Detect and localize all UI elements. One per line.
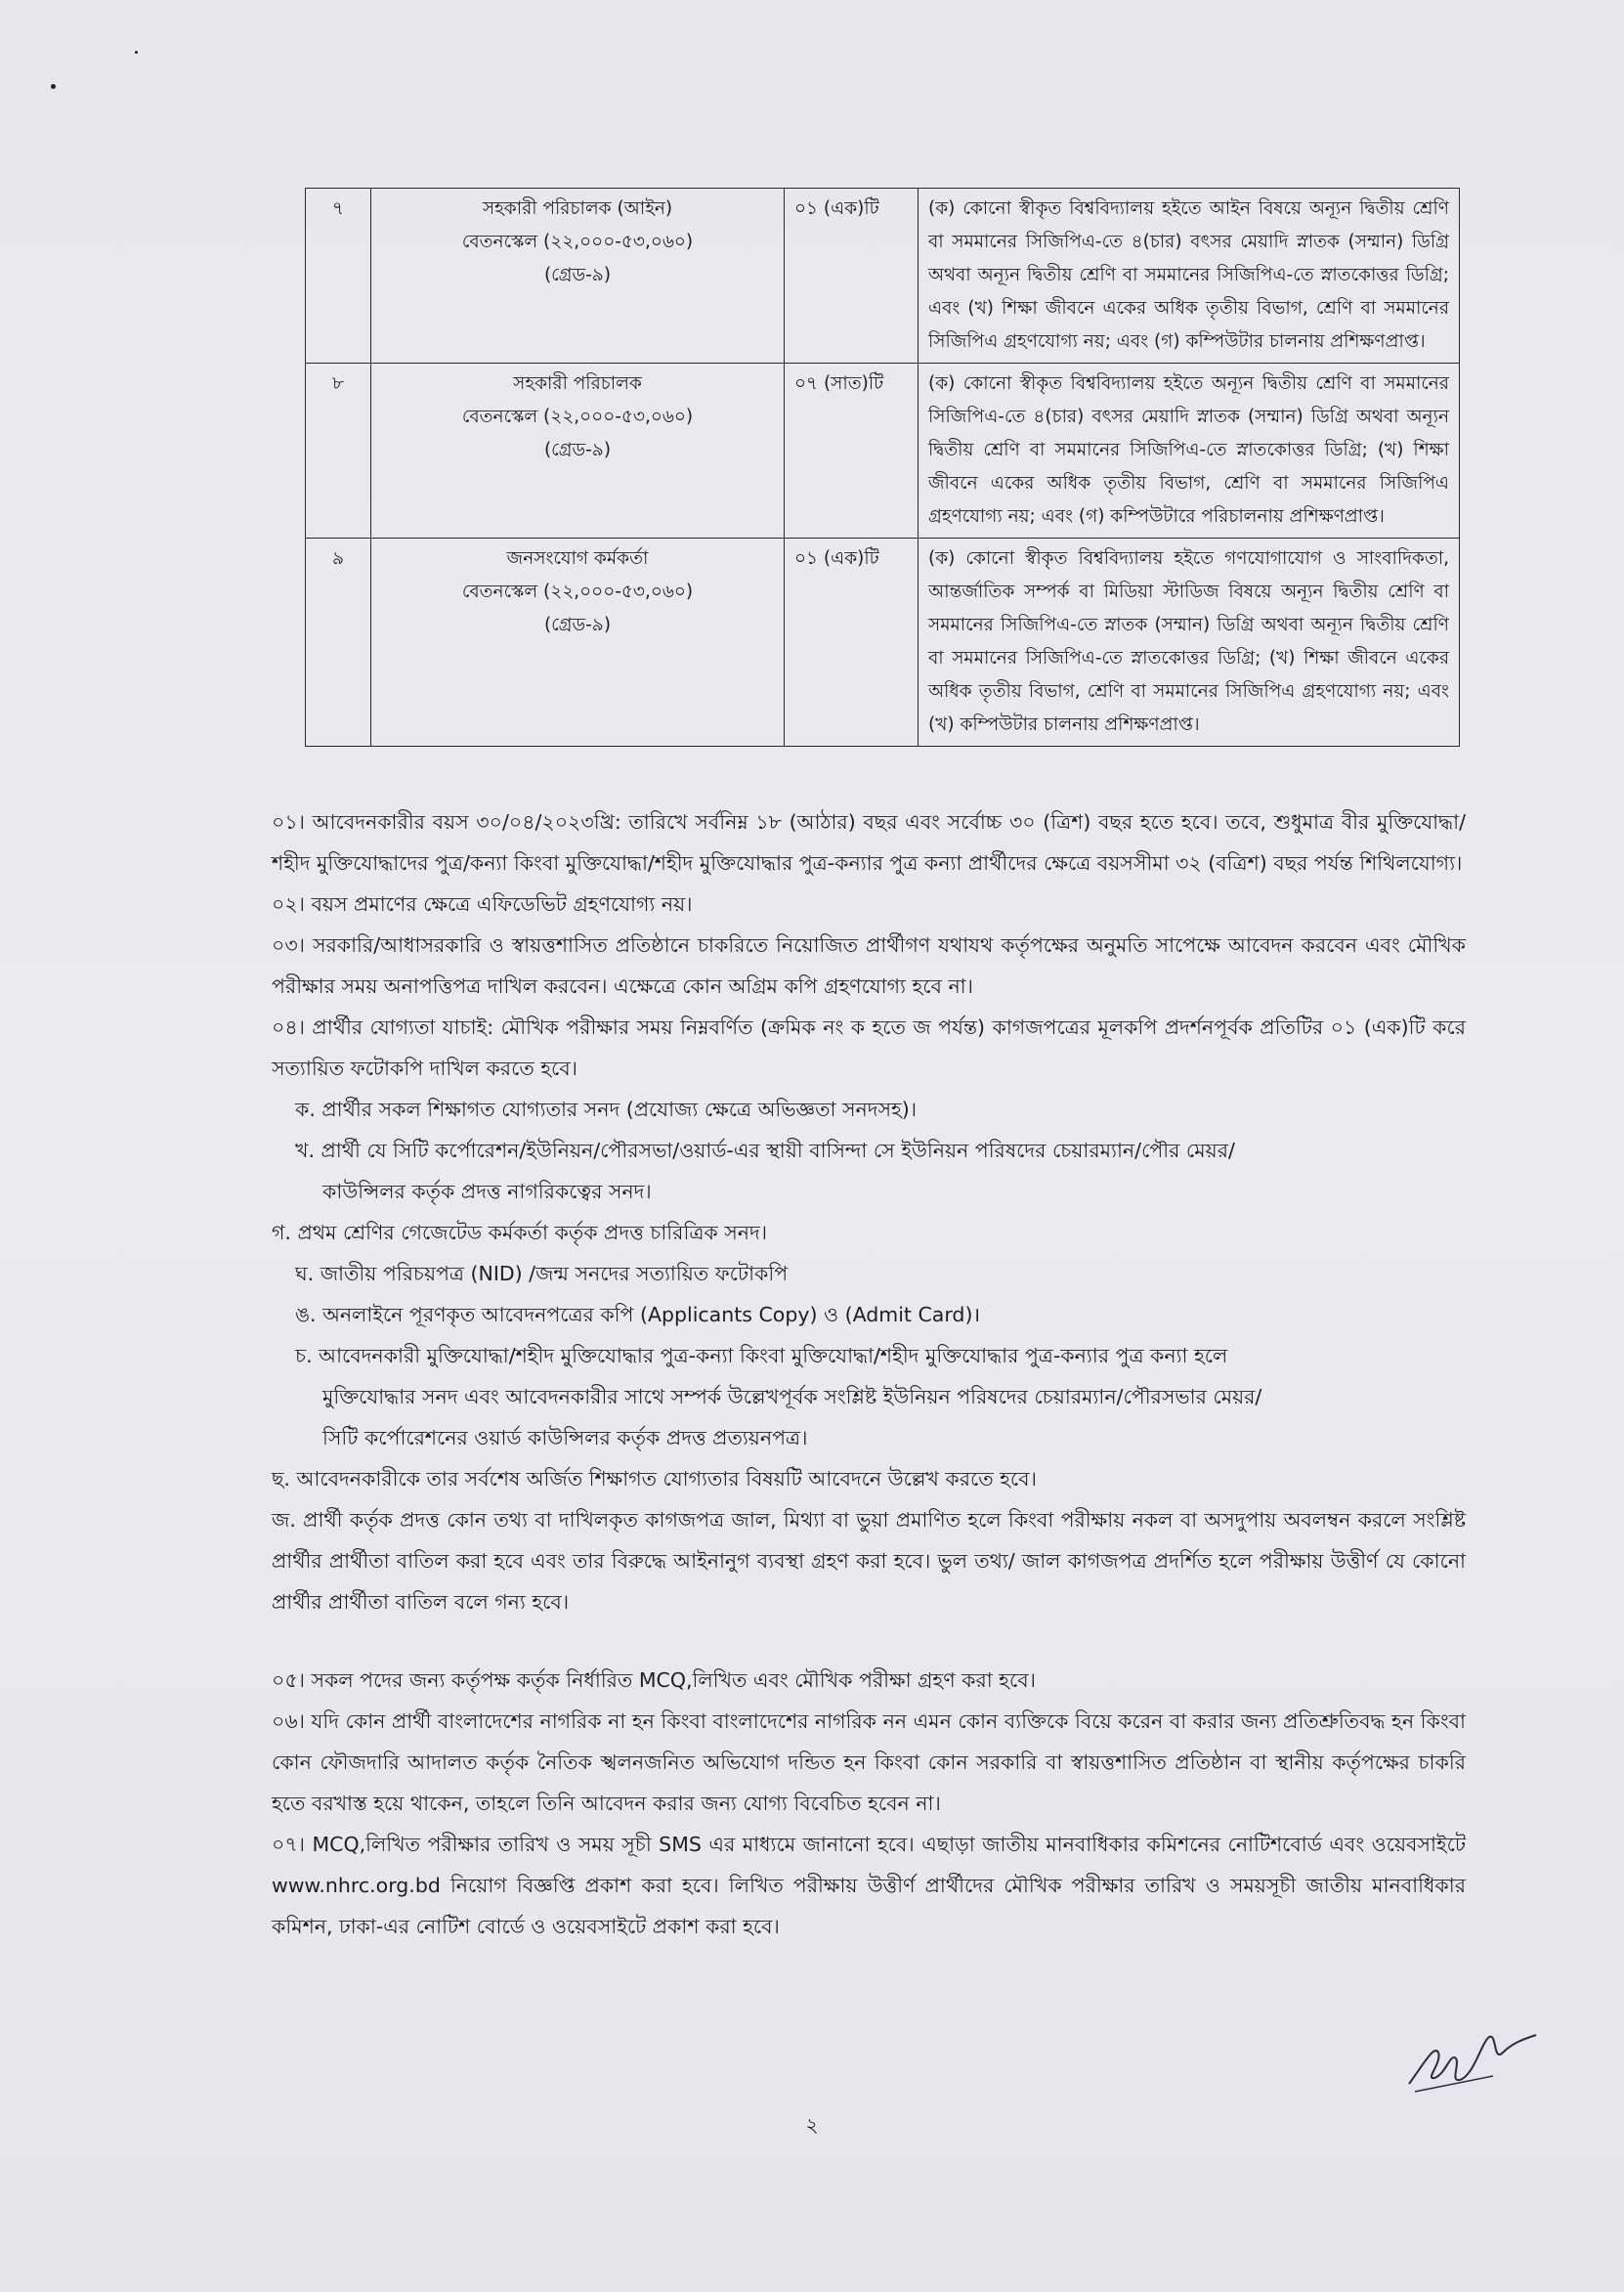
scan-speck [51,84,56,89]
document-item-ga: গ. প্রথম শ্রেণির গেজেটেড কর্মকর্তা কর্তৃক প্রদত্ত চারিত্রিক সনদ। [272,1221,768,1244]
document-item-chha: ছ. আবেদনকারীকে তার সর্বশেষ অর্জিত শিক্ষাগত যোগ্যতার বিষয়টি আবেদনে উল্লেখ করতে হবে। [272,1467,1037,1491]
grade: (গ্রেড-৯) [543,615,612,635]
qualification-cell: (ক) কোনো স্বীকৃত বিশ্ববিদ্যালয় হইতে অন্যূন দ্বিতীয় শ্রেণি বা সমমানের সিজিপিএ-তে ৪(চার) বৎসর মেয়াদি স্নাতক (সম্মান) ডিগ্রি অথবা অন্যূন দ্বিতীয় শ্রেণি বা সমমানের সিজিপিএ-তে স্নাতকোত্তর ডিগ্রি; (খ) শিক্ষা জীবনে একের অধিক তৃতীয় বিভাগ, শ্রেণি বা সমমানের সিজিপিএ গ্রহণযোগ্য নয়; এবং (গ) কম্পিউটারে পরিচালনায় প্রশিক্ষণপ্রাপ্ত। [919,364,1460,539]
scan-speck [135,51,138,54]
posts-table [305,188,1460,747]
grade: (গ্রেড-৯) [543,265,612,285]
document-item-kha-cont: কাউন্সিলর কর্তৃক প্রদত্ত নাগরিকত্বের সনদ। [322,1180,652,1203]
condition-03-noc: ০৩। সরকারি/আধাসরকারি ও স্বায়ত্তশাসিত প্রতিষ্ঠানে চাকরিতে নিয়োজিত প্রার্থীগণ যথাযথ কর্তৃপক্ষের অনুমতি সাপেক্ষে আবেদন করবেন এবং মৌখিক পরীক্ষার সময় অনাপত্তিপত্র দাখিল করবেন। এক্ষেত্রে কোন অগ্রিম কপি গ্রহণযোগ্য হবে না। [272,933,1466,998]
post-cell [371,364,785,539]
table-row [306,189,1460,364]
post-title: সহকারী পরিচালক [513,373,642,394]
document-item-ja: জ. প্রার্থী কর্তৃক প্রদত্ত কোন তথ্য বা দাখিলকৃত কাগজপত্র জাল, মিথ্যা বা ভুয়া প্রমাণিত হলে কিংবা পরীক্ষায় নকল বা অসদুপায় অবলম্বন করলে সংশ্লিষ্ট প্রার্থীর প্রার্থীতা বাতিল করা হবে এবং তার বিরুদ্ধে আইনানুগ ব্যবস্থা গ্রহণ করা হবে। ভুল তথ্য/ জাল কাগজপত্র প্রদর্শিত হলে পরীক্ষায় উত্তীর্ণ যে কোনো প্রার্থীর প্রার্থীতা বাতিল বলে গন্য হবে। [272,1508,1466,1614]
document-item-ka: ক. প্রার্থীর সকল শিক্ষাগত যোগ্যতার সনদ (প্রযোজ্য ক্ষেত্রে অভিজ্ঞতা সনদসহ)। [295,1098,918,1121]
conditions-section [272,801,1466,1947]
document-item-cha-cont: সিটি কর্পোরেশনের ওয়ার্ড কাউন্সিলর কর্তৃক প্রদত্ত প্রত্যয়নপত্র। [322,1426,808,1449]
post-title: জনসংযোগ কর্মকর্তা [506,548,649,569]
condition-05-exams: ০৫। সকল পদের জন্য কর্তৃপক্ষ কর্তৃক নির্ধারিত MCQ,লিখিত এবং মৌখিক পরীক্ষা গ্রহণ করা হবে। [272,1668,1036,1692]
serial-cell: ৯ [306,539,371,747]
serial-cell: ৭ [306,189,371,364]
condition-02-affidavit: ০২। বয়স প্রমাণের ক্ষেত্রে এফিডেভিট গ্রহণযোগ্য নয়। [272,892,693,916]
signature-image [1395,2023,1542,2101]
pay-scale: বেতনস্কেল (২২,০০০-৫৩,০৬০) [461,232,694,252]
document-item-uma: ঙ. অনলাইনে পূরণকৃত আবেদনপত্রের কপি (Applicants Copy) ও (Admit Card)। [295,1303,981,1326]
page-number: ২ [805,2113,819,2137]
pay-scale: বেতনস্কেল (২২,০০০-৫৩,০৬০) [461,407,694,427]
condition-04-documents: ০৪। প্রার্থীর যোগ্যতা যাচাই: মৌখিক পরীক্ষার সময় নিম্নবর্ণিত (ক্রমিক নং ক হতে জ পর্যন্ত) কাগজপত্রের মূলকপি প্রদর্শনপূর্বক প্রতিটির ০১ (এক)টি করে সত্যায়িত ফটোকপি দাখিল করতে হবে। [272,1016,1466,1080]
condition-06-eligibility: ০৬। যদি কোন প্রার্থী বাংলাদেশের নাগরিক না হন কিংবা বাংলাদেশের নাগরিক নন এমন কোন ব্যক্তিকে বিয়ে করেন বা করার জন্য প্রতিশ্রুতিবদ্ধ হন কিংবা কোন ফৌজদারি আদালত কর্তৃক নৈতিক স্খলনজনিত অভিযোগ দন্ডিত হন কিংবা কোন সরকারি বা স্বায়ত্তশাসিত প্রতিষ্ঠান বা স্থানীয় কর্তৃপক্ষের চাকরি হতে বরখাস্ত হয়ে থাকেন, তাহলে তিনি আবেদন করার জন্য যোগ্য বিবেচিত হবেন না। [272,1709,1466,1815]
condition-01-age: ০১। আবেদনকারীর বয়স ৩০/০৪/২০২৩খ্রি: তারিখে সর্বনিম্ন ১৮ (আঠার) বছর এবং সর্বোচ্চ ৩০ (ত্রিশ) বছর হতে হবে। তবে, শুধুমাত্র বীর মুক্তিযোদ্ধা/শহীদ মুক্তিযোদ্ধাদের পুত্র/কন্যা কিংবা মুক্তিযোদ্ধা/শহীদ মুক্তিযোদ্ধার পুত্র-কন্যার পুত্র কন্যা প্রার্থীদের ক্ষেত্রে বয়সসীমা ৩২ (বত্রিশ) বছর পর্যন্ত শিথিলযোগ্য। [272,810,1466,875]
table-row [306,539,1460,747]
serial-cell: ৮ [306,364,371,539]
qualification-cell: (ক) কোনো স্বীকৃত বিশ্ববিদ্যালয় হইতে আইন বিষয়ে অন্যূন দ্বিতীয় শ্রেণি বা সমমানের সিজিপিএ-তে ৪(চার) বৎসর মেয়াদি স্নাতক (সম্মান) ডিগ্রি অথবা অন্যূন দ্বিতীয় শ্রেণি বা সমমানের সিজিপিএ-তে স্নাতকোত্তর ডিগ্রি; এবং (খ) শিক্ষা জীবনে একের অধিক তৃতীয় বিভাগ, শ্রেণি বা সমমানের সিজিপিএ গ্রহণযোগ্য নয়; এবং (গ) কম্পিউটার চালনায় প্রশিক্ষণপ্রাপ্ত। [919,189,1460,364]
post-count-cell: ০১ (এক)টি [785,189,919,364]
pay-scale: বেতনস্কেল (২২,০০০-৫৩,০৬০) [461,582,694,602]
post-count-cell: ০৭ (সাত)টি [785,364,919,539]
table-row [306,364,1460,539]
post-title: সহকারী পরিচালক (আইন) [482,198,673,219]
condition-07-schedule: ০৭। MCQ,লিখিত পরীক্ষার তারিখ ও সময় সূচী SMS এর মাধ্যমে জানানো হবে। এছাড়া জাতীয় মানবাধিকার কমিশনের নোটিশবোর্ড এবং ওয়েবসাইটে www.nhrc.org.bd নিয়োগ বিজ্ঞপ্তি প্রকাশ করা হবে। লিখিত পরীক্ষায় উত্তীর্ণ প্রার্থীদের মৌখিক পরীক্ষার তারিখ ও সময়সূচী জাতীয় মানবাধিকার কমিশন, ঢাকা-এর নোটিশ বোর্ডে ও ওয়েবসাইটে প্রকাশ করা হবে। [272,1833,1466,1938]
post-count-cell: ০১ (এক)টি [785,539,919,747]
grade: (গ্রেড-৯) [543,440,612,460]
document-item-kha: খ. প্রার্থী যে সিটি কর্পোরেশন/ইউনিয়ন/পৌরসভা/ওয়ার্ড-এর স্থায়ী বাসিন্দা সে ইউনিয়ন পরিষদের চেয়ারম্যান/পৌর মেয়র/ [295,1139,1235,1162]
post-cell [371,539,785,747]
document-item-gha: ঘ. জাতীয় পরিচয়পত্র (NID) /জন্ম সনদের সত্যায়িত ফটোকপি [295,1262,789,1285]
document-item-cha: চ. আবেদনকারী মুক্তিযোদ্ধা/শহীদ মুক্তিযোদ্ধার পুত্র-কন্যা কিংবা মুক্তিযোদ্ধা/শহীদ মুক্তিযোদ্ধার পুত্র-কন্যার পুত্র কন্যা হলে [295,1344,1228,1367]
qualification-cell: (ক) কোনো স্বীকৃত বিশ্ববিদ্যালয় হইতে গণযোগাযোগ ও সাংবাদিকতা, আন্তর্জাতিক সম্পর্ক বা মিডিয়া স্টাডিজ বিষয়ে অন্যূন দ্বিতীয় শ্রেণি বা সমমানের সিজিপিএ-তে স্নাতক (সম্মান) ডিগ্রি অথবা অন্যূন দ্বিতীয় শ্রেণি বা সমমানের সিজিপিএ-তে স্নাতকোত্তর ডিগ্রি; (খ) শিক্ষা জীবনে একের অধিক তৃতীয় বিভাগ, শ্রেণি বা সমমানের সিজিপিএ গ্রহণযোগ্য নয়; এবং (খ) কম্পিউটার চালনায় প্রশিক্ষণপ্রাপ্ত। [919,539,1460,747]
document-item-cha-cont: মুক্তিযোদ্ধার সনদ এবং আবেদনকারীর সাথে সম্পর্ক উল্লেখপূর্বক সংশ্লিষ্ট ইউনিয়ন পরিষদের চেয়ারম্যান/পৌরসভার মেয়র/ [322,1385,1262,1408]
post-cell [371,189,785,364]
